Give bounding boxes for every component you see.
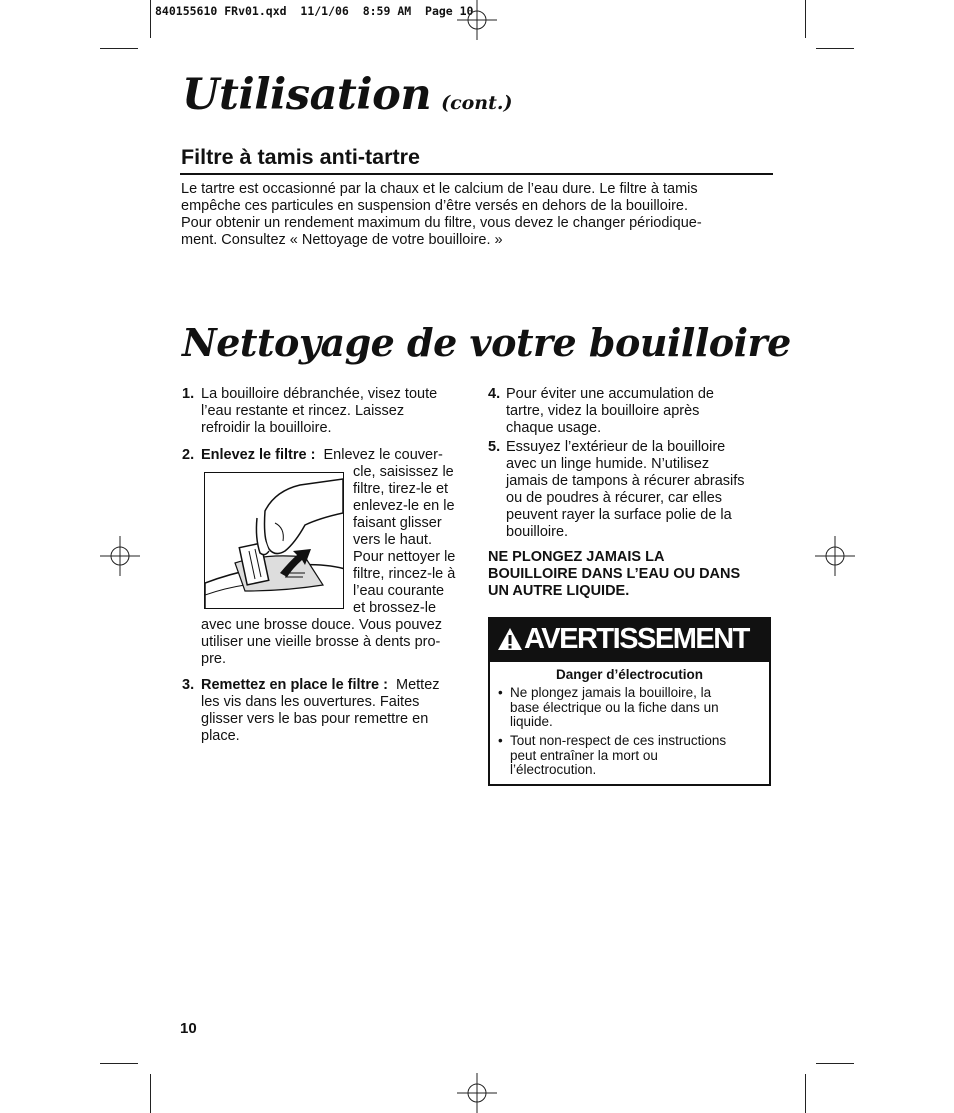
text-line: tartre, videz la bouilloire après [506, 403, 700, 419]
text-line: Le tartre est occasionné par la chaux et le calcium de l’eau dure. Le filtre à tamis [181, 181, 698, 197]
step-2-side-text [353, 464, 473, 617]
text-line: l’eau restante et rincez. Laissez [201, 403, 405, 419]
warning-item [498, 734, 760, 778]
text-line: et brossez-le [353, 600, 437, 616]
trim-mark [150, 0, 151, 38]
text-line: Pour obtenir un rendement maximum du filtre, vous devez le changer périodique- [181, 215, 702, 231]
caution-text [488, 549, 788, 600]
step-label: Enlevez le filtre : [201, 447, 316, 463]
text-line: UN AUTRE LIQUIDE. [488, 583, 630, 599]
step-label: Remettez en place le filtre : [201, 677, 388, 693]
step-3 [182, 677, 477, 745]
text-line: Ne plongez jamais la bouilloire, la [510, 685, 712, 700]
warning-subtitle: Danger d’électrocution [555, 667, 704, 682]
page-number: 10 [180, 1020, 197, 1037]
warning-title: AVERTISSEMENT [524, 623, 749, 655]
warning-header [490, 619, 769, 662]
trim-mark [100, 48, 138, 49]
text-line: NE PLONGEZ JAMAIS LA [488, 549, 665, 565]
registration-mark-icon [100, 536, 140, 576]
text-line: avec un linge humide. N’utilisez [506, 456, 710, 472]
text-line: Tout non-respect de ces instructions [510, 733, 727, 748]
text-line: La bouilloire débranchée, visez toute [201, 386, 438, 402]
step-number: 5. [488, 439, 501, 455]
text-line: l’eau courante [353, 583, 445, 599]
trim-mark [816, 1063, 854, 1064]
page-title [182, 70, 513, 120]
text-line: vers le haut. [353, 532, 432, 548]
text-line: les vis dans les ouvertures. Faites [201, 694, 420, 710]
text-line: place. [201, 728, 240, 744]
trim-mark [805, 1074, 806, 1113]
text-line: empêche ces particules en suspension d’être versés en dehors de la bouilloire. [181, 198, 688, 214]
text-line: filtre, tirez-le et [353, 481, 449, 497]
text-line: bouilloire. [506, 524, 569, 540]
text-line: ou de poudres à récurer, car elles [506, 490, 723, 506]
text-line: BOUILLOIRE DANS L’EAU OU DANS [488, 566, 741, 582]
text-line: peut entraîner la mort ou [510, 747, 658, 763]
step-5 [488, 439, 783, 541]
step-number: 4. [488, 386, 501, 402]
title-text: Utilisation [182, 70, 432, 120]
title-continued: (cont.) [441, 92, 513, 114]
text-line: ment. Consultez « Nettoyage de votre bouilloire. » [181, 232, 503, 248]
registration-mark-icon [457, 1073, 497, 1113]
text-line: faisant glisser [353, 515, 442, 531]
text-line: pre. [201, 651, 226, 667]
registration-mark-icon [815, 536, 855, 576]
text-line: glisser vers le bas pour remettre en [201, 711, 429, 727]
text-line: liquide. [510, 714, 553, 729]
step-1 [182, 386, 472, 437]
section-rule [180, 173, 773, 175]
bullet: • [498, 685, 503, 700]
trim-mark [805, 0, 806, 38]
text-line: peuvent rayer la surface polie de la [506, 507, 732, 523]
trim-mark [150, 1074, 151, 1113]
text-line: Enlevez le couver- [323, 447, 443, 463]
text-line: Pour nettoyer le [353, 549, 456, 565]
warning-box [488, 617, 771, 786]
hand-lifting-filter-icon [205, 473, 344, 609]
warning-item [498, 686, 760, 730]
filter-paragraph [181, 181, 776, 249]
text-line: Pour éviter une accumulation de [506, 386, 714, 402]
text-line: Mettez [396, 677, 440, 693]
trim-mark [816, 48, 854, 49]
bullet: • [498, 733, 503, 748]
trim-mark [100, 1063, 138, 1064]
cleaning-title: Nettoyage de votre bouilloire [182, 320, 791, 365]
text-line: chaque usage. [506, 420, 602, 436]
text-line: avec une brosse douce. Vous pouvez [201, 617, 443, 633]
text-line: Essuyez l’extérieur de la bouilloire [506, 439, 726, 455]
step-2-continued [201, 617, 476, 668]
step-2 [182, 447, 472, 464]
filter-removal-illustration [204, 472, 344, 609]
registration-mark-icon [457, 0, 497, 40]
section-heading-filter: Filtre à tamis anti-tartre [181, 145, 420, 169]
step-number: 2. [182, 447, 195, 463]
text-line: refroidir la bouilloire. [201, 420, 332, 436]
text-line: l’électrocution. [510, 762, 597, 777]
text-line: jamais de tampons à récurer abrasifs [506, 473, 745, 489]
step-number: 1. [182, 386, 195, 402]
file-slug: 840155610 FRv01.qxd 11/1/06 8:59 AM Page 10 [155, 4, 474, 18]
text-line: cle, saisissez le [353, 464, 454, 480]
warning-triangle-icon [497, 627, 523, 651]
text-line: base électrique ou la fiche dans un [510, 699, 719, 715]
text-line: enlevez-le en le [353, 498, 455, 514]
text-line: utiliser une vieille brosse à dents pro- [201, 634, 441, 650]
step-4 [488, 386, 778, 437]
step-number: 3. [182, 677, 195, 693]
text-line: filtre, rincez-le à [353, 566, 456, 582]
